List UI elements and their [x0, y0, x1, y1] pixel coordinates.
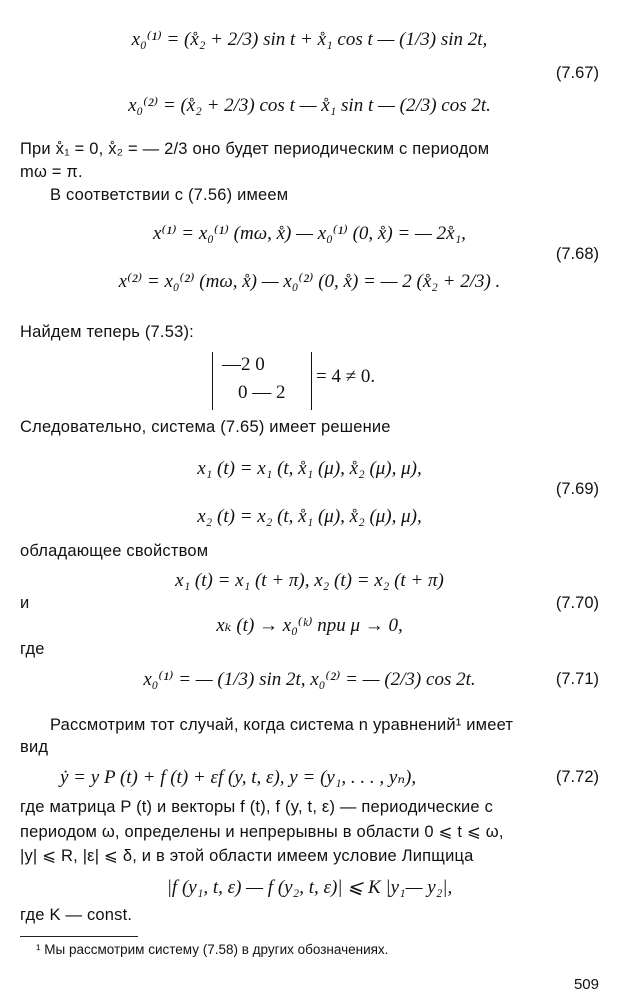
eq-7-70-line-2: xₖ (t) → x₀⁽ᵏ⁾ при μ → 0, [216, 615, 403, 636]
para-property: обладающее свойством [20, 542, 209, 560]
para-find: Найдем теперь (7.53): [20, 323, 194, 341]
eq-7-71: x₀⁽¹⁾ = — (1/3) sin 2t, x₀⁽²⁾ = — (2/3) cos 2t. [143, 669, 476, 690]
footnote: ¹ Мы рассмотрим систему (7.58) в других обозначениях. [36, 942, 389, 957]
eq-7-68-line-2: x⁽²⁾ = x₀⁽²⁾ (mω, x̊) — x₀⁽²⁾ (0, x̊) = — 2 (x̊₂ + 2/3) . [118, 271, 501, 292]
para-accordance: В соответствии с (7.56) имеем [50, 186, 289, 204]
where-1: где [20, 640, 45, 658]
eq-7-67-line-2: x₀⁽²⁾ = (x̊₂ + 2/3) cos t — x̊₁ sin t — (2/3) cos 2t. [128, 95, 491, 116]
eq-7-69-line-1: x₁ (t) = x₁ (t, x̊₁ (μ), x̊₂ (μ), μ), [197, 458, 422, 479]
eq-7-67-line-1: x₀⁽¹⁾ = (x̊₂ + 2/3) sin t + x̊₁ cos t — (1/3) sin 2t, [131, 29, 488, 50]
para-matrix-line-2: периодом ω, определены и непрерывны в области 0 ⩽ t ⩽ ω, [20, 823, 504, 841]
para-periodic-line-2: mω = π. [20, 163, 83, 181]
where-const: где K — const. [20, 906, 133, 924]
eq-lipschitz: |f (y₁, t, ε) — f (y₂, t, ε)| ⩽ K |y₁— y₂|, [166, 877, 453, 898]
eq-7-72-number: (7.72) [555, 768, 599, 786]
footnote-rule [20, 936, 138, 937]
eq-7-71-number: (7.71) [555, 670, 599, 688]
eq-7-69-number: (7.69) [555, 480, 599, 498]
determinant-rhs: = 4 ≠ 0. [316, 366, 376, 387]
para-periodic-line-1: При x̊₁ = 0, x̊₂ = — 2/3 оно будет периодическим с периодом [20, 140, 490, 158]
eq-7-70-line-1: x₁ (t) = x₁ (t + π), x₂ (t) = x₂ (t + π) [175, 570, 444, 591]
para-consider-line-2: вид [20, 738, 49, 756]
eq-7-70-and: и [20, 594, 30, 612]
para-consequently: Следовательно, система (7.65) имеет решение [20, 418, 391, 436]
eq-7-68-number: (7.68) [555, 245, 599, 263]
eq-7-70-number: (7.70) [555, 594, 599, 612]
para-matrix-line-3: |y| ⩽ R, |ε| ⩽ δ, и в этой области имеем условие Липщица [20, 847, 474, 865]
para-consider-line-1: Рассмотрим тот случай, когда система n уравнений¹ имеет [50, 716, 514, 734]
determinant-row-2: 0 — 2 [238, 382, 286, 403]
para-matrix-line-1: где матрица P (t) и векторы f (t), f (y, t, ε) — периодические с [20, 798, 494, 816]
determinant-row-1: —2 0 [222, 354, 265, 375]
eq-7-69-line-2: x₂ (t) = x₂ (t, x̊₁ (μ), x̊₂ (μ), μ), [197, 506, 422, 527]
eq-7-68-line-1: x⁽¹⁾ = x₀⁽¹⁾ (mω, x̊) — x₀⁽¹⁾ (0, x̊) = — 2x̊₁, [153, 223, 466, 244]
page-number: 509 [573, 976, 599, 993]
eq-7-72: ẏ = y P (t) + f (t) + εf (y, t, ε), y = (y₁, . . . , yₙ), [60, 767, 417, 788]
eq-7-67-number: (7.67) [555, 64, 599, 82]
